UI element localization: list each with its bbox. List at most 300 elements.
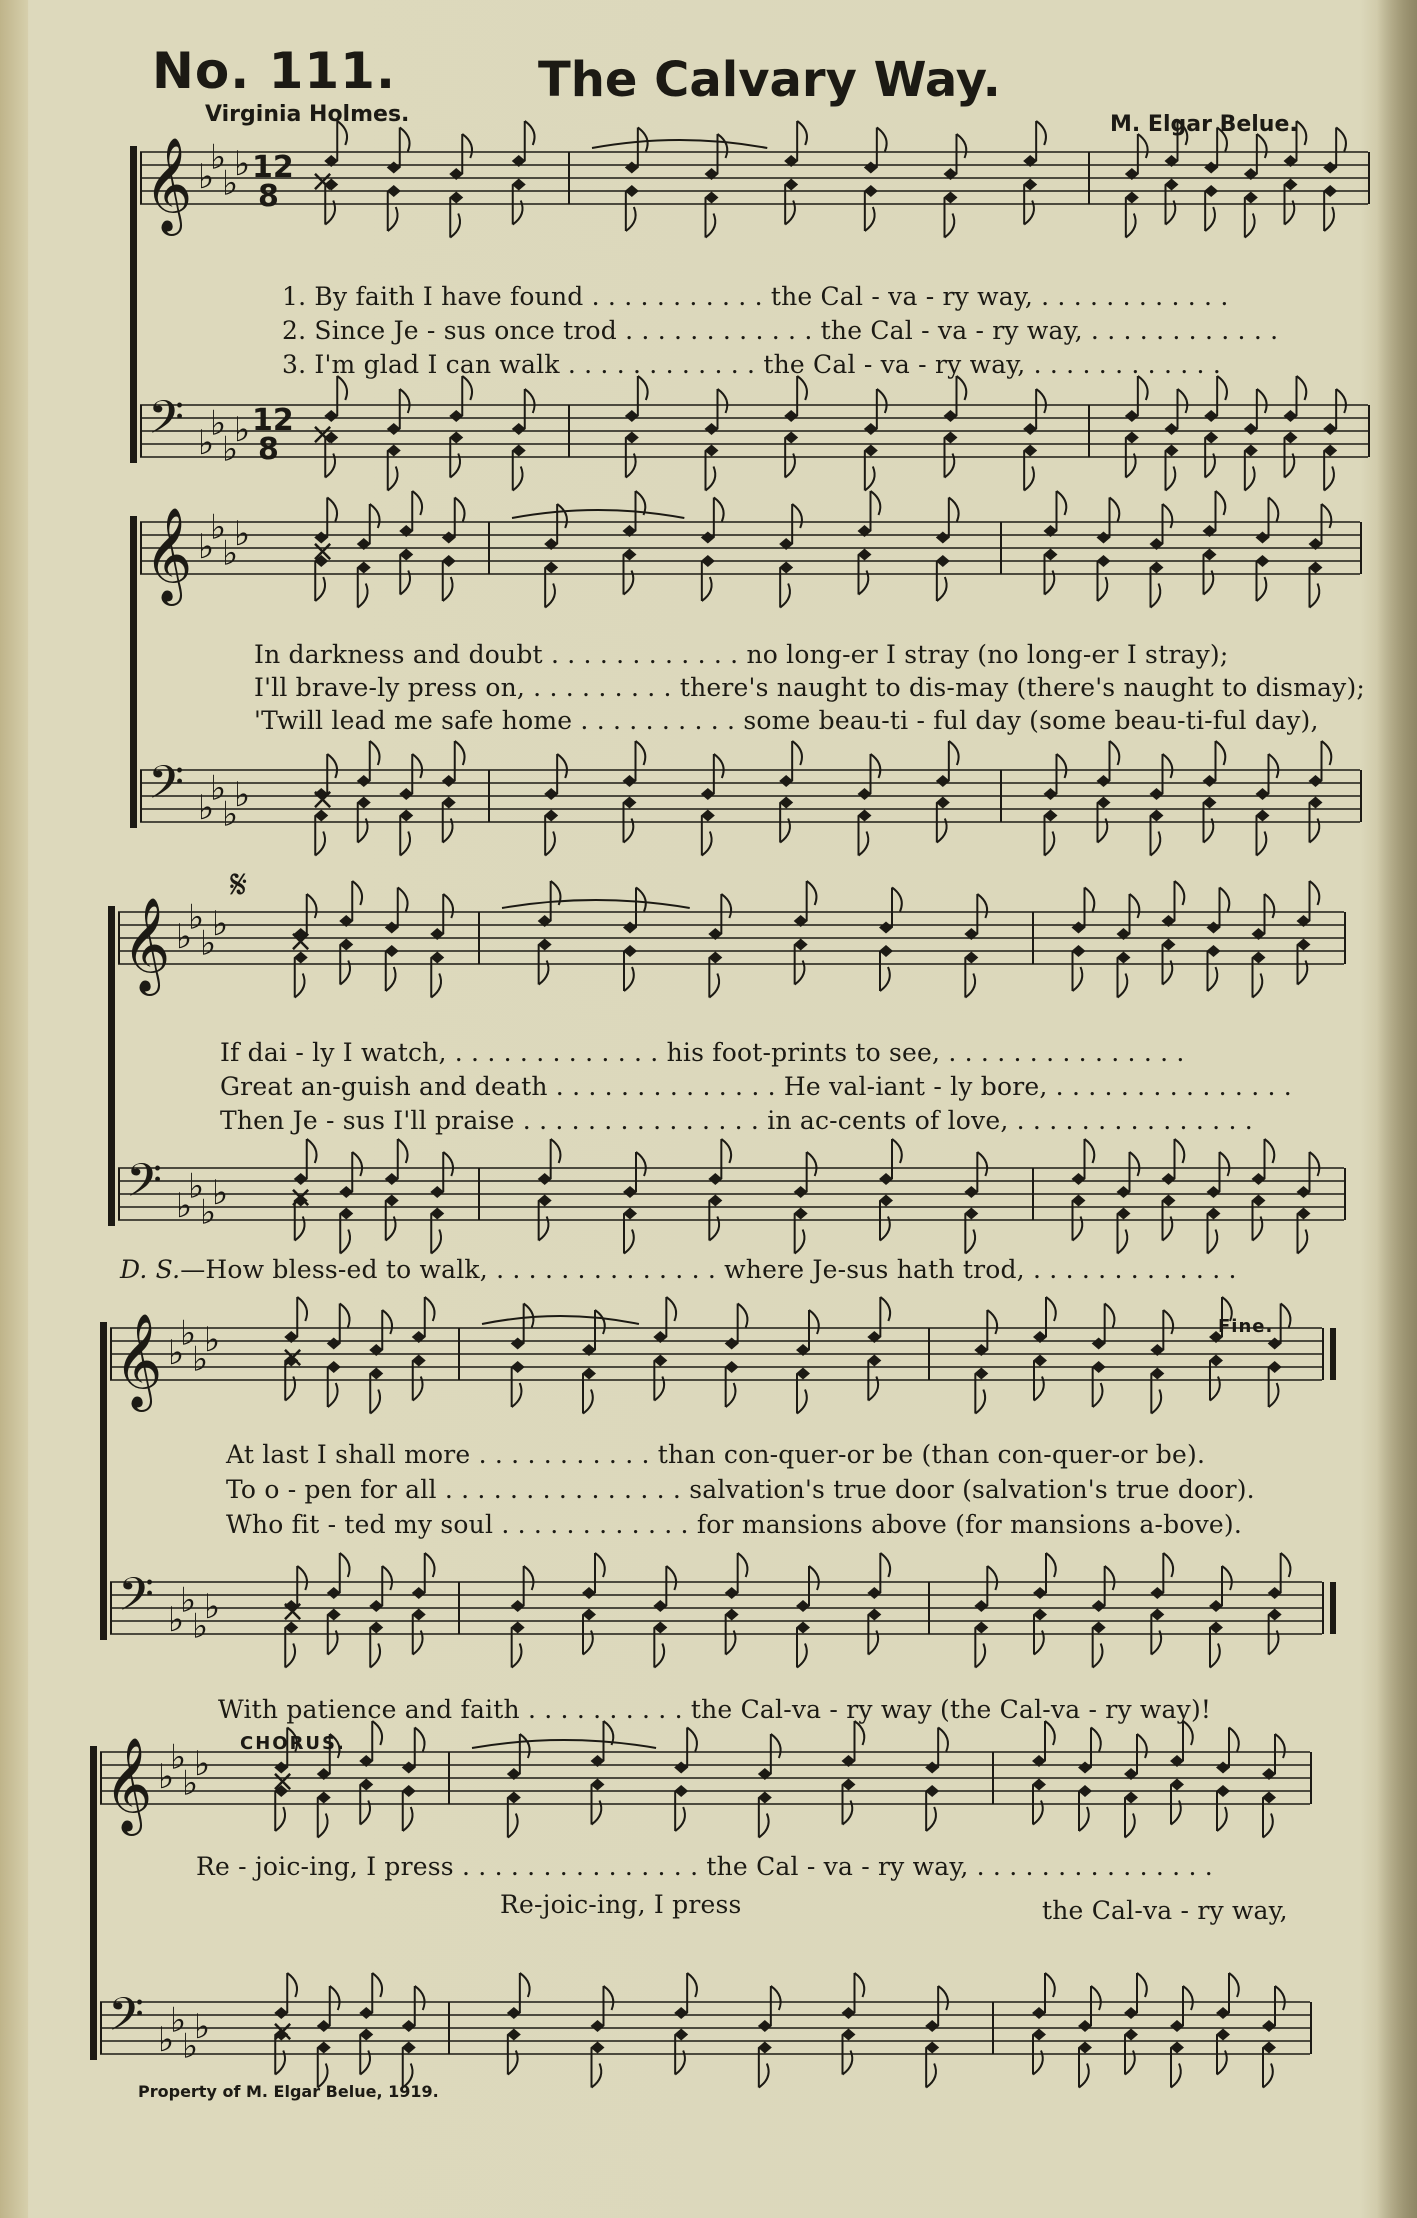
note-head — [1216, 2007, 1230, 2019]
note-flag — [1275, 1986, 1285, 2010]
composer-credit: M. Elgar Belue. — [1110, 112, 1298, 137]
note-flag — [718, 134, 728, 158]
note-flag — [949, 741, 959, 765]
note-head — [538, 939, 552, 951]
note-flag — [987, 1310, 997, 1334]
note-flag — [1126, 214, 1136, 238]
note-flag — [702, 832, 712, 856]
note-flag — [431, 974, 441, 998]
flat-icon: ♭ — [222, 163, 239, 204]
note-head — [430, 1186, 444, 1198]
note-head — [1092, 1338, 1106, 1350]
note-flag — [512, 1644, 522, 1668]
note-flag — [1245, 214, 1255, 238]
time-signature-bottom: 8 — [258, 432, 279, 467]
bass-clef-icon: 𝄢 — [126, 1154, 163, 1219]
note-flag — [1057, 491, 1067, 515]
note-head — [1170, 2020, 1184, 2032]
note-head — [879, 1173, 893, 1185]
flat-icon: ♭ — [188, 897, 205, 938]
note-flag — [624, 1230, 634, 1254]
flat-icon: ♭ — [198, 788, 215, 828]
bar-line — [568, 152, 570, 204]
note-head — [591, 1779, 605, 1791]
note-head — [1150, 788, 1164, 800]
note-flag — [1036, 389, 1046, 413]
note-flag — [1085, 1139, 1095, 1163]
note-head — [1125, 192, 1139, 204]
note-flag — [524, 1566, 534, 1590]
note-head — [327, 1338, 341, 1350]
flat-icon: ♭ — [234, 775, 251, 815]
note-flag — [687, 1728, 697, 1752]
ds-text: —How bless-ed to walk, . . . . . . . . . . . . . . where Je-sus hath trod, . . . . . . . . . . . . . — [180, 1255, 1237, 1284]
note-flag — [295, 974, 305, 998]
note-flag — [975, 1644, 985, 1668]
note-flag — [1269, 498, 1279, 522]
note-head — [1297, 1208, 1311, 1220]
note-flag — [1222, 1566, 1232, 1590]
note-head — [399, 549, 413, 561]
note-head — [653, 1355, 667, 1367]
note-head — [1044, 549, 1058, 561]
flat-icon: ♭ — [198, 527, 215, 567]
note-head — [625, 410, 639, 422]
note-head — [430, 952, 444, 964]
note-flag — [1183, 1986, 1193, 2010]
note-head — [317, 2042, 331, 2054]
note-flag — [388, 207, 398, 231]
note-head — [412, 1609, 426, 1621]
note-flag — [370, 1390, 380, 1414]
note-flag — [1298, 1230, 1308, 1254]
rest-icon: × — [288, 924, 314, 959]
note-flag — [388, 467, 398, 491]
note-flag — [636, 888, 646, 912]
note-head — [544, 562, 558, 574]
note-flag — [1098, 577, 1108, 601]
note-head — [858, 788, 872, 800]
system-brace — [100, 1322, 107, 1640]
system1-verse1: 1. By faith I have found . . . . . . . . . . . the Cal - va - ry way, . . . . . . . . . . . . — [282, 282, 1229, 311]
bar-line — [448, 1752, 450, 1804]
bar-line — [1368, 405, 1370, 457]
note-flag — [965, 1230, 975, 1254]
note-head — [1256, 532, 1270, 544]
note-head — [1150, 810, 1164, 822]
bar-line — [100, 2002, 102, 2054]
flat-icon: ♭ — [234, 410, 251, 450]
note-head — [1092, 1600, 1106, 1612]
note-head — [1032, 2007, 1046, 2019]
bass-clef-icon: 𝄢 — [108, 1988, 145, 2053]
note-head — [1125, 432, 1139, 444]
flat-icon: ♭ — [158, 2020, 175, 2060]
note-flag — [370, 504, 380, 528]
note-flag — [455, 498, 465, 522]
note-flag — [797, 121, 807, 145]
rest-icon: × — [270, 1764, 296, 1799]
note-head — [1203, 549, 1217, 561]
note-flag — [809, 1566, 819, 1590]
hymn-number: No. 111. — [152, 42, 396, 100]
note-head — [1252, 1173, 1266, 1185]
note-head — [944, 410, 958, 422]
note-flag — [512, 1383, 522, 1407]
note-head — [1262, 2020, 1276, 2032]
note-head — [1323, 423, 1337, 435]
system1-verse2: 2. Since Je - sus once trod . . . . . . . . . . . . the Cal - va - ry way, . . . . . . . . . . . . — [282, 316, 1279, 345]
note-head — [1268, 1587, 1282, 1599]
note-head — [402, 2020, 416, 2032]
note-flag — [340, 1304, 350, 1328]
note-head — [625, 162, 639, 174]
note-head — [944, 192, 958, 204]
note-head — [925, 1762, 939, 1774]
note-flag — [1336, 389, 1346, 413]
note-flag — [1281, 1304, 1291, 1328]
rest-icon: × — [310, 534, 336, 569]
note-flag — [1045, 1721, 1055, 1745]
note-head — [674, 1762, 688, 1774]
note-head — [625, 185, 639, 197]
system4-verse1: At last I shall more . . . . . . . . . . . than con-quer-or be (than con-quer-or be). — [226, 1440, 1206, 1469]
note-flag — [871, 754, 881, 778]
note-head — [1252, 1195, 1266, 1207]
note-flag — [1216, 741, 1226, 765]
note-head — [385, 945, 399, 957]
note-head — [758, 2042, 772, 2054]
ds-line — [120, 1255, 1237, 1284]
note-flag — [1085, 888, 1095, 912]
rest-icon: × — [270, 2014, 296, 2049]
copyright-footer: Property of M. Elgar Belue, 1919. — [138, 2082, 439, 2101]
note-flag — [977, 1152, 987, 1176]
note-head — [705, 423, 719, 435]
note-flag — [285, 1644, 295, 1668]
ds-label: D. S. — [120, 1255, 181, 1284]
note-flag — [340, 1553, 350, 1577]
note-flag — [1210, 1644, 1220, 1668]
note-head — [623, 945, 637, 957]
note-head — [538, 1195, 552, 1207]
note-flag — [1175, 1139, 1185, 1163]
note-head — [387, 423, 401, 435]
note-head — [385, 922, 399, 934]
note-head — [864, 162, 878, 174]
note-flag — [1171, 2064, 1181, 2088]
note-flag — [977, 894, 987, 918]
bar-line — [448, 2002, 450, 2054]
tie-arc — [482, 1316, 639, 1324]
bar-line — [992, 1752, 994, 1804]
flat-icon: ♭ — [182, 2026, 199, 2067]
note-flag — [771, 1986, 781, 2010]
note-flag — [1322, 741, 1332, 765]
note-head — [779, 775, 793, 787]
note-flag — [624, 967, 634, 991]
note-flag — [604, 1986, 614, 2010]
note-head — [1162, 939, 1176, 951]
bar-line — [1000, 522, 1002, 574]
hymn-title: The Calvary Way. — [538, 52, 1001, 108]
note-head — [1323, 162, 1337, 174]
note-flag — [398, 888, 408, 912]
system3-verse1: If dai - ly I watch, . . . . . . . . . . . . . his foot-prints to see, . . . . . . . . . . . . . . . — [220, 1038, 1185, 1067]
note-head — [1150, 1368, 1164, 1380]
rest-icon: × — [310, 164, 336, 199]
note-head — [1268, 1609, 1282, 1621]
note-flag — [721, 1139, 731, 1163]
note-flag — [880, 1297, 890, 1321]
flat-icon: ♭ — [170, 2000, 187, 2041]
bar-line — [110, 1328, 112, 1380]
note-head — [925, 1785, 939, 1797]
note-flag — [1310, 881, 1320, 905]
note-flag — [795, 1230, 805, 1254]
note-head — [387, 185, 401, 197]
note-flag — [1263, 2064, 1273, 2088]
note-flag — [1178, 389, 1188, 413]
bar-line — [100, 1752, 102, 1804]
note-flag — [702, 577, 712, 601]
note-flag — [297, 1297, 307, 1321]
flat-icon: ♭ — [176, 917, 193, 957]
bar-line — [1368, 152, 1370, 204]
note-head — [1124, 2007, 1138, 2019]
note-flag — [1205, 207, 1215, 231]
note-flag — [1183, 1721, 1193, 1745]
flat-icon: ♭ — [194, 1744, 211, 1784]
note-head — [402, 1785, 416, 1797]
note-head — [544, 810, 558, 822]
note-flag — [880, 967, 890, 991]
note-head — [507, 2007, 521, 2019]
bar-line — [478, 1168, 480, 1220]
note-head — [1023, 423, 1037, 435]
note-head — [1125, 410, 1139, 422]
note-head — [1284, 410, 1298, 422]
note-flag — [1322, 504, 1332, 528]
note-flag — [318, 1814, 328, 1838]
note-flag — [520, 1734, 530, 1758]
note-flag — [855, 1973, 865, 1997]
bar-line — [118, 912, 120, 964]
note-head — [399, 788, 413, 800]
note-flag — [666, 1566, 676, 1590]
note-flag — [718, 389, 728, 413]
flat-icon: ♭ — [222, 794, 239, 835]
note-flag — [859, 832, 869, 856]
note-flag — [1310, 1152, 1320, 1176]
note-head — [1033, 1609, 1047, 1621]
note-head — [512, 445, 526, 457]
note-head — [369, 1600, 383, 1612]
note-flag — [382, 1566, 392, 1590]
note-head — [867, 1609, 881, 1621]
bar-line — [478, 912, 480, 964]
note-flag — [1046, 1553, 1056, 1577]
note-flag — [666, 1297, 676, 1321]
note-flag — [1265, 894, 1275, 918]
note-flag — [352, 881, 362, 905]
note-head — [1216, 1762, 1230, 1774]
note-flag — [1208, 967, 1218, 991]
note-flag — [328, 1383, 338, 1407]
bar-line — [1344, 912, 1346, 964]
note-head — [725, 1338, 739, 1350]
note-head — [705, 192, 719, 204]
note-head — [512, 423, 526, 435]
note-head — [1203, 775, 1217, 787]
note-flag — [636, 741, 646, 765]
note-head — [623, 1208, 637, 1220]
note-flag — [1091, 1728, 1101, 1752]
note-head — [511, 1361, 525, 1373]
note-head — [867, 1355, 881, 1367]
system2-verse2: I'll brave-ly press on, . . . . . . . . . there's naught to dis-may (there's naught to dismay); — [254, 673, 1366, 702]
note-head — [1072, 1173, 1086, 1185]
note-head — [936, 775, 950, 787]
note-flag — [938, 1728, 948, 1752]
note-head — [412, 1355, 426, 1367]
note-head — [1256, 555, 1270, 567]
system4-under-text: With patience and faith . . . . . . . . . . the Cal-va - ry way (the Cal-va - ry way)! — [218, 1695, 1212, 1724]
note-head — [1309, 562, 1323, 574]
note-head — [449, 432, 463, 444]
note-flag — [1257, 577, 1267, 601]
note-head — [701, 788, 715, 800]
note-head — [582, 1609, 596, 1621]
note-flag — [1125, 1814, 1135, 1838]
note-head — [430, 1208, 444, 1220]
note-flag — [524, 1304, 534, 1328]
note-head — [1204, 410, 1218, 422]
rest-icon: × — [280, 1340, 306, 1375]
note-flag — [520, 1973, 530, 1997]
note-head — [1207, 1186, 1221, 1198]
note-flag — [714, 754, 724, 778]
note-flag — [315, 832, 325, 856]
note-head — [1044, 810, 1058, 822]
note-flag — [1253, 974, 1263, 998]
note-head — [842, 2029, 856, 2041]
note-head — [1284, 179, 1298, 191]
flat-icon: ♭ — [210, 768, 227, 809]
note-flag — [443, 1152, 453, 1176]
flat-icon: ♭ — [204, 1320, 221, 1360]
bar-line — [1322, 1328, 1324, 1380]
bar-line — [488, 770, 490, 822]
note-flag — [949, 498, 959, 522]
note-flag — [340, 1230, 350, 1254]
note-flag — [592, 2064, 602, 2088]
flat-icon: ♭ — [198, 157, 215, 197]
note-head — [1117, 952, 1131, 964]
note-head — [1023, 445, 1037, 457]
note-head — [1150, 1609, 1164, 1621]
system4-verse3: Who fit - ted my soul . . . . . . . . . . . . for mansions above (for mansions a-bove). — [226, 1510, 1242, 1539]
note-head — [653, 1600, 667, 1612]
note-head — [582, 1368, 596, 1380]
note-flag — [738, 1304, 748, 1328]
note-flag — [1073, 967, 1083, 991]
bar-line — [1360, 522, 1362, 574]
note-head — [758, 2020, 772, 2032]
note-head — [708, 1173, 722, 1185]
system-brace — [90, 1746, 97, 2060]
note-head — [1033, 1355, 1047, 1367]
note-flag — [987, 1566, 997, 1590]
note-flag — [400, 128, 410, 152]
note-flag — [792, 741, 802, 765]
note-head — [1209, 1600, 1223, 1612]
flat-icon: ♭ — [222, 533, 239, 574]
fine-mark: Fine. — [1218, 1316, 1274, 1337]
note-head — [1078, 1785, 1092, 1797]
note-head — [511, 1600, 525, 1612]
note-head — [1097, 797, 1111, 809]
note-flag — [431, 1230, 441, 1254]
note-head — [442, 797, 456, 809]
note-head — [784, 179, 798, 191]
note-flag — [1091, 1986, 1101, 2010]
bar-line — [1330, 1328, 1336, 1380]
note-head — [317, 1792, 331, 1804]
note-flag — [1265, 1139, 1275, 1163]
note-flag — [1324, 207, 1334, 231]
bar-line — [1310, 2002, 1312, 2054]
note-flag — [1163, 1310, 1173, 1334]
note-head — [1097, 532, 1111, 544]
note-flag — [358, 584, 368, 608]
note-head — [1209, 1622, 1223, 1634]
flat-icon: ♭ — [210, 137, 227, 178]
note-flag — [1275, 1734, 1285, 1758]
note-head — [974, 1368, 988, 1380]
note-head — [1165, 179, 1179, 191]
system3-verse3: Then Je - sus I'll praise . . . . . . . . . . . . . . . in ac-cents of love, . . . . . . . . . . . . . . . — [220, 1106, 1253, 1135]
note-head — [964, 952, 978, 964]
note-head — [653, 1622, 667, 1634]
note-flag — [1229, 1728, 1239, 1752]
note-flag — [508, 1814, 518, 1838]
note-flag — [307, 1139, 317, 1163]
note-flag — [1036, 121, 1046, 145]
chorus-alto-text-2: the Cal-va - ry way, — [1042, 1896, 1288, 1925]
treble-clef-icon: 𝄞 — [122, 897, 171, 992]
bar-line — [140, 152, 142, 204]
note-flag — [525, 121, 535, 145]
note-flag — [415, 1986, 425, 2010]
note-head — [725, 1609, 739, 1621]
bar-line — [1360, 770, 1362, 822]
note-head — [1297, 1186, 1311, 1198]
treble-clef-icon: 𝄞 — [104, 1737, 153, 1832]
bar-line — [1088, 405, 1090, 457]
note-flag — [1079, 1807, 1089, 1831]
note-head — [796, 1622, 810, 1634]
note-head — [1204, 162, 1218, 174]
note-head — [1297, 939, 1311, 951]
note-head — [1097, 775, 1111, 787]
segno-icon: 𝄋 — [230, 862, 248, 908]
note-flag — [1138, 376, 1148, 400]
note-head — [867, 1587, 881, 1599]
note-flag — [1257, 389, 1267, 413]
time-signature-top: 12 — [252, 403, 294, 438]
note-flag — [1105, 1304, 1115, 1328]
